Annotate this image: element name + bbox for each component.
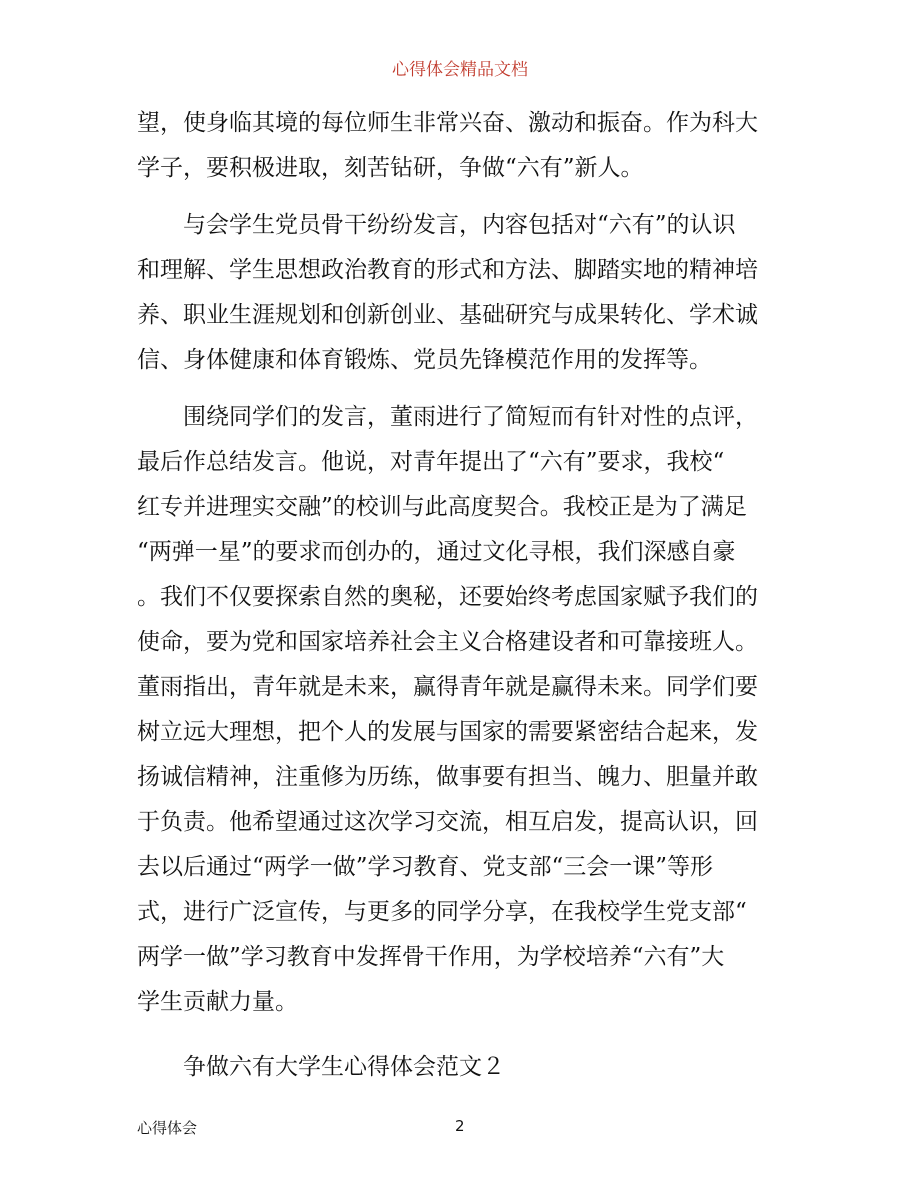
body-line: 于负责。他希望通过这次学习交流，相互启发，提高认识，回 xyxy=(137,809,758,835)
body-line: 。我们不仅要探索自然的奥秘，还要始终考虑国家赋予我们的 xyxy=(137,584,758,610)
body-line: 去以后通过“两学一做”学习教育、党支部“三会一课”等形 xyxy=(137,854,714,880)
body-line: 扬诚信精神，注重修为历练，做事要有担当、魄力、胆量并敢 xyxy=(137,764,758,790)
body-line: 与会学生党员骨干纷纷发言，内容包括对“六有”的认识 xyxy=(183,212,736,238)
document-header-title: 心得体会精品文档 xyxy=(392,60,528,80)
document-body xyxy=(137,101,783,1090)
body-line: 使命，要为党和国家培养社会主义合格建设者和可靠接班人。 xyxy=(137,629,758,655)
body-line: 学子，要积极进取，刻苦钻研，争做“六有”新人。 xyxy=(137,155,644,181)
body-line: 董雨指出，青年就是未来，赢得青年就是赢得未来。同学们要 xyxy=(137,674,758,700)
body-line: 围绕同学们的发言，董雨进行了简短而有针对性的点评， xyxy=(183,404,758,430)
body-line: 红专并进理实交融”的校训与此高度契合。我校正是为了满足 xyxy=(137,494,747,520)
page-number: 2 xyxy=(455,1117,465,1135)
body-line: 养、职业生涯规划和创新创业、基础研究与成果转化、学术诚 xyxy=(137,302,758,328)
body-line: 和理解、学生思想政治教育的形式和方法、脚踏实地的精神培 xyxy=(137,257,758,283)
body-line: 两学一做”学习教育中发挥骨干作用，为学校培养“六有”大 xyxy=(137,944,725,970)
body-line: “两弹一星”的要求而创办的，通过文化寻根，我们深感自豪 xyxy=(137,539,736,565)
section-heading: 争做六有大学生心得体会范文２ xyxy=(183,1054,505,1080)
body-line: 信、身体健康和体育锻炼、党员先锋模范作用的发挥等。 xyxy=(137,347,712,373)
body-line: 最后作总结发言。他说，对青年提出了“六有”要求，我校“ xyxy=(137,449,725,475)
body-line: 树立远大理想，把个人的发展与国家的需要紧密结合起来，发 xyxy=(137,719,758,745)
body-line: 望，使身临其境的每位师生非常兴奋、激动和振奋。作为科大 xyxy=(137,110,758,136)
body-line: 学生贡献力量。 xyxy=(137,989,298,1015)
body-line: 式，进行广泛宣传，与更多的同学分享，在我校学生党支部“ xyxy=(137,899,747,925)
footer-label: 心得体会 xyxy=(137,1119,198,1137)
